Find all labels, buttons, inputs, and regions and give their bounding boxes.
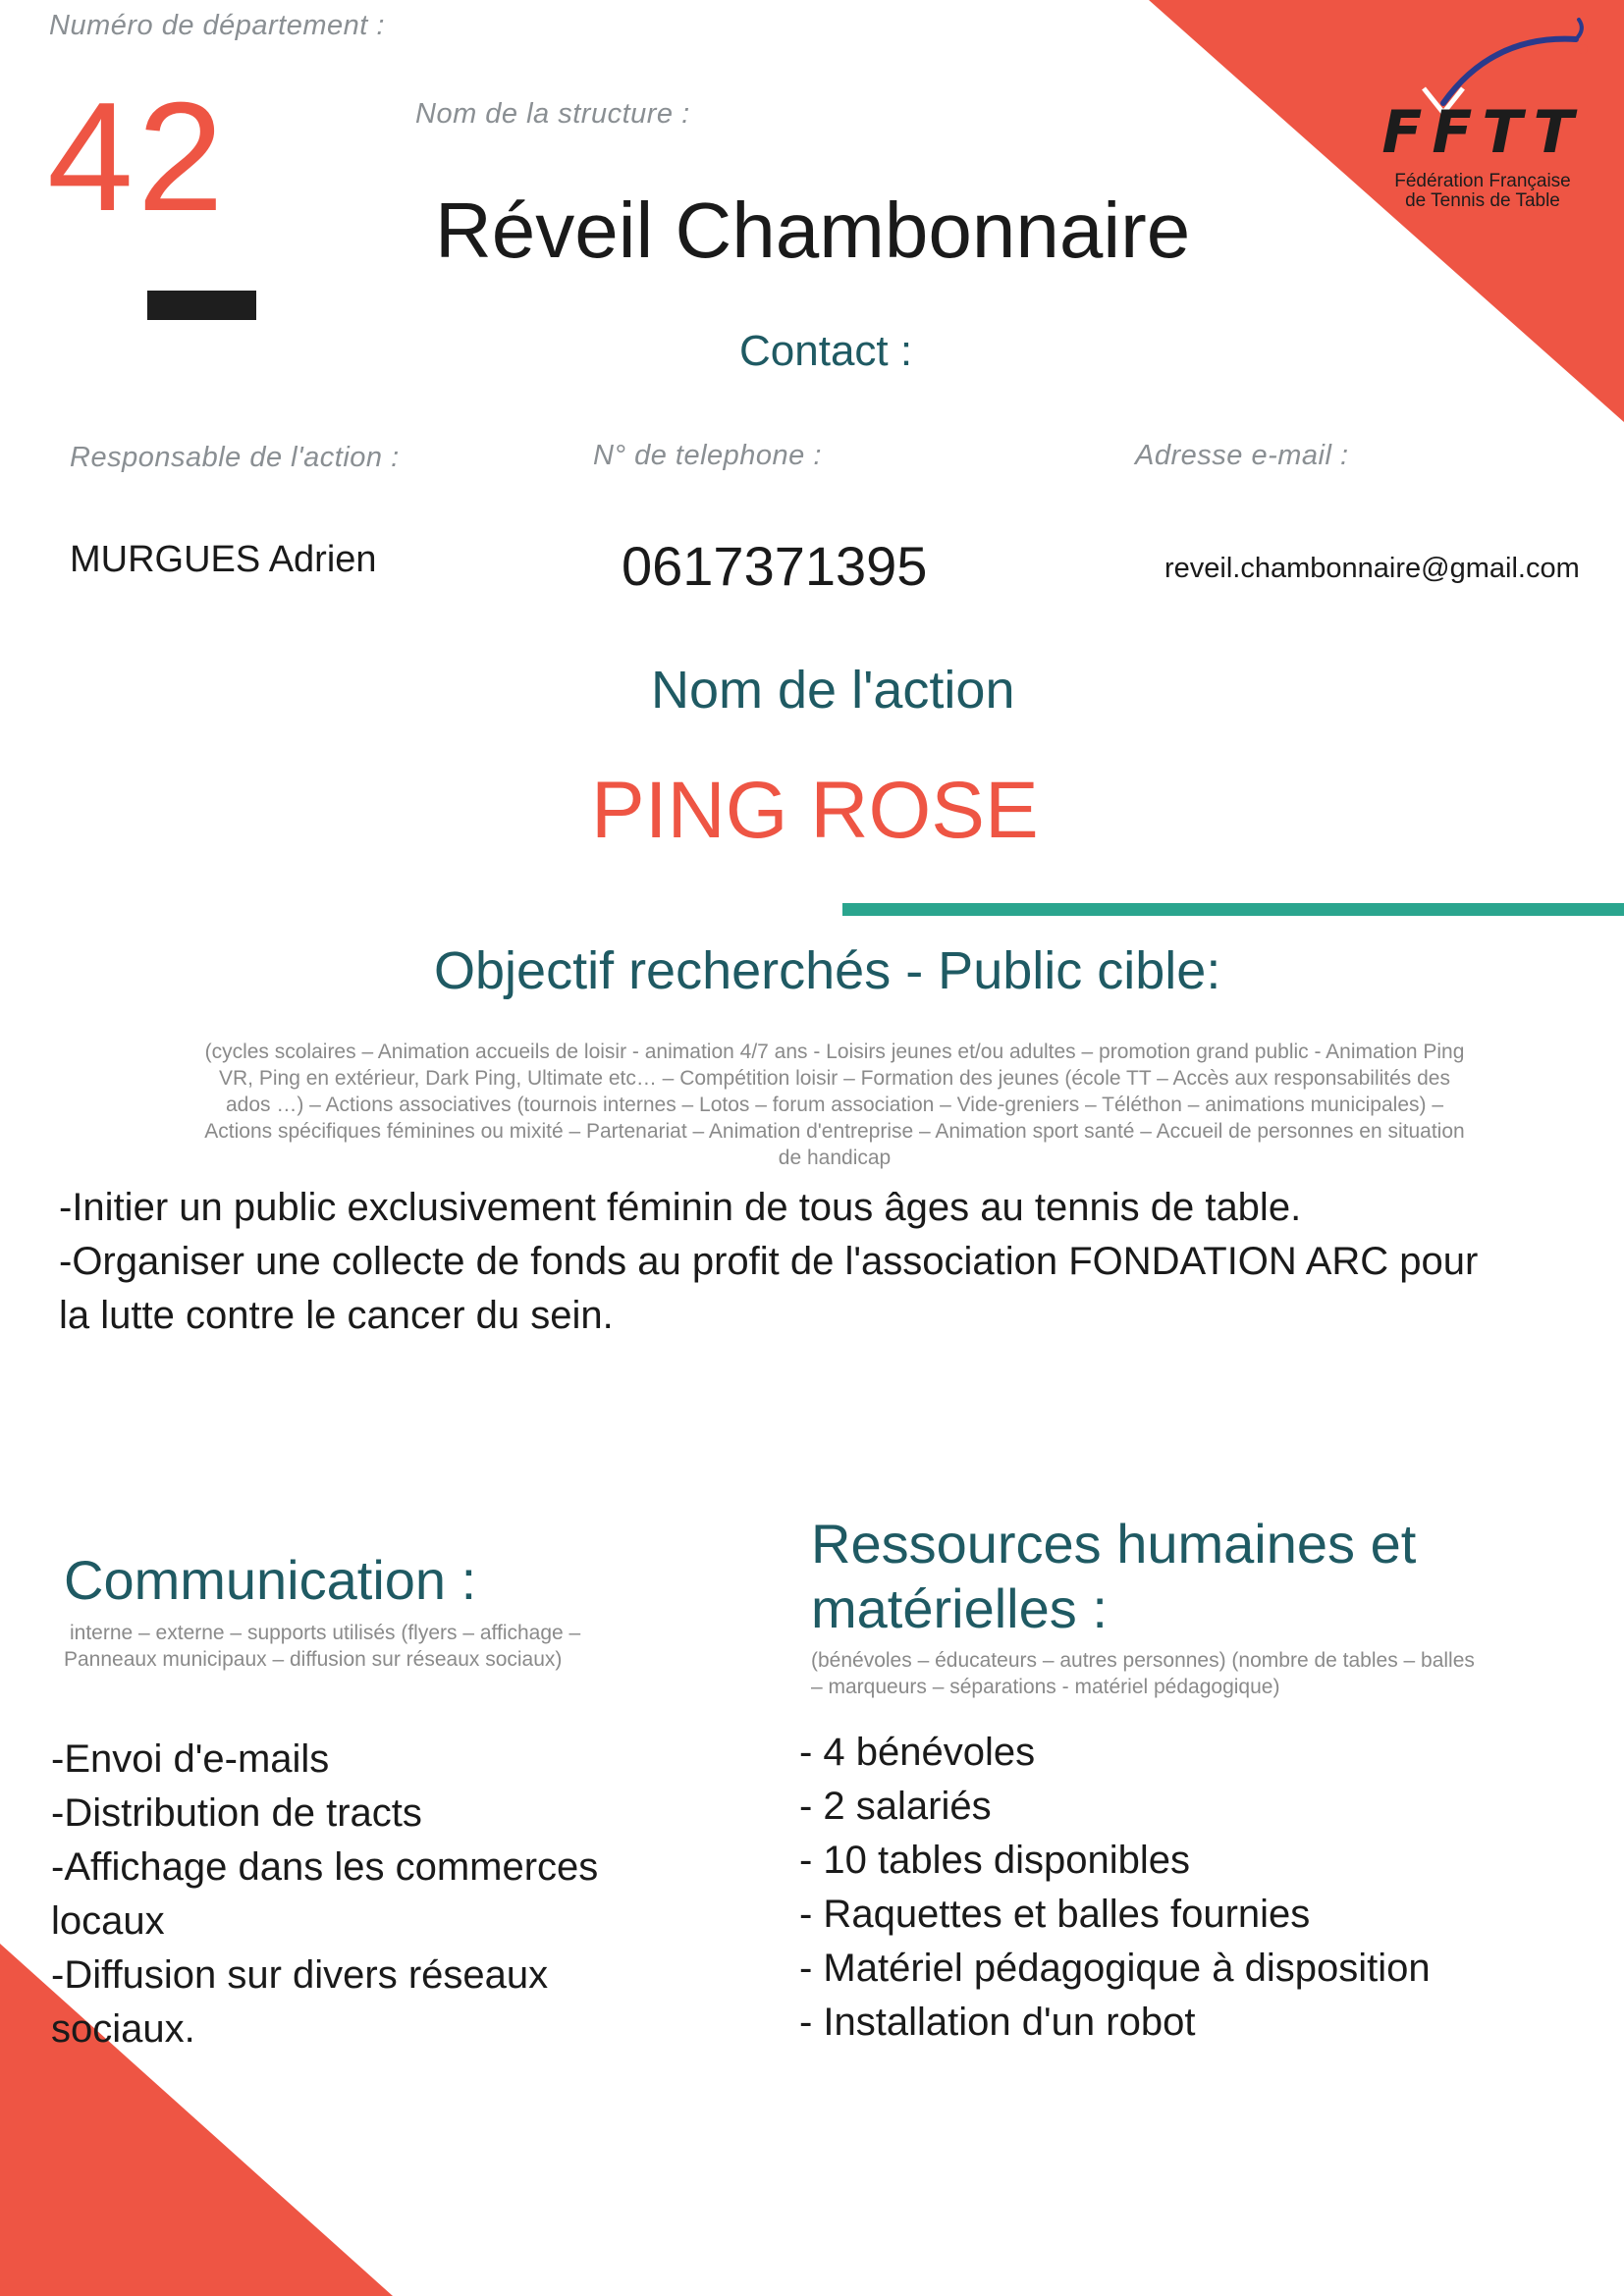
- objectives-line: -Organiser une collecte de fonds au profit de l'association FONDATION ARC pour: [59, 1240, 1479, 1283]
- department-bar: [147, 291, 256, 320]
- communication-hint: [64, 1620, 653, 1673]
- objectives-hint-line: VR, Ping en extérieur, Dark Ping, Ultimate etc… – Compétition loisir – Formation des jeunes (école TT – Accès aux responsabilités des: [219, 1067, 1450, 1090]
- resources-list: [799, 1726, 1604, 2050]
- resources-item: - 10 tables disponibles: [799, 1839, 1191, 1882]
- responsable-value: MURGUES Adrien: [70, 539, 377, 580]
- action-label: Nom de l'action: [651, 661, 1015, 720]
- responsable-label: Responsable de l'action :: [70, 442, 400, 473]
- communication-hint-line: Panneaux municipaux – diffusion sur réseaux sociaux): [64, 1648, 563, 1671]
- resources-heading: [811, 1512, 1416, 1641]
- objectives-hint-line: Actions spécifiques féminines ou mixité – Partenariat – Animation d'entreprise – Animation sport santé – Accueil de personnes en situation: [204, 1120, 1465, 1143]
- resources-item: - 2 salariés: [799, 1785, 992, 1828]
- section-divider: [842, 903, 1624, 916]
- email-label: Adresse e-mail :: [1135, 440, 1349, 471]
- communication-item: -Affichage dans les commerces: [51, 1845, 599, 1889]
- phone-value: 0617371395: [622, 535, 928, 597]
- objectives-line: la lutte contre le cancer du sein.: [59, 1294, 614, 1337]
- resources-item: - 4 bénévoles: [799, 1731, 1036, 1774]
- communication-hint-line: interne – externe – supports utilisés (flyers – affichage –: [70, 1622, 581, 1644]
- communication-item: -Envoi d'e-mails: [51, 1737, 330, 1781]
- logo-line-1: Fédération Française: [1394, 171, 1571, 191]
- resources-heading-line: Ressources humaines et: [811, 1513, 1417, 1575]
- objectives-heading: Objectif recherchés - Public cible:: [434, 941, 1221, 1000]
- resources-item: - Raquettes et balles fournies: [799, 1893, 1311, 1936]
- communication-list: [51, 1733, 738, 2056]
- action-name: PING ROSE: [591, 766, 1039, 855]
- resources-item: - Installation d'un robot: [799, 2001, 1196, 2044]
- contact-heading: Contact :: [739, 327, 913, 375]
- department-number: 42: [47, 71, 228, 243]
- objectives-line: -Initier un public exclusivement féminin de tous âges au tennis de table.: [59, 1186, 1302, 1229]
- objectives-hint-line: (cycles scolaires – Animation accueils de loisir - animation 4/7 ans - Loisirs jeunes et/ou adultes – promotion grand public - Animation Ping: [204, 1041, 1465, 1063]
- structure-name: Réveil Chambonnaire: [435, 187, 1191, 274]
- objectives-hint: [147, 1039, 1522, 1171]
- resources-hint-line: (bénévoles – éducateurs – autres personnes) (nombre de tables – balles: [811, 1649, 1475, 1672]
- structure-label: Nom de la structure :: [415, 98, 690, 130]
- objectives-hint-line: de handicap: [778, 1147, 892, 1169]
- resources-hint-line: – marqueurs – séparations - matériel pédagogique): [811, 1676, 1280, 1698]
- logo-acronym: FFTT: [1381, 98, 1584, 167]
- communication-item: -Distribution de tracts: [51, 1791, 422, 1835]
- department-label: Numéro de département :: [49, 10, 385, 41]
- objectives-hint-line: ados …) – Actions associatives (tournois internes – Lotos – forum association – Vide-greniers – Téléthon – animations municipales) –: [225, 1094, 1444, 1116]
- logo-line-2: de Tennis de Table: [1405, 190, 1560, 211]
- communication-item: sociaux.: [51, 2007, 195, 2051]
- phone-label: N° de telephone :: [593, 440, 822, 471]
- resources-item: - Matériel pédagogique à disposition: [799, 1947, 1431, 1990]
- communication-heading: Communication :: [64, 1549, 477, 1611]
- email-value: reveil.chambonnaire@gmail.com: [1164, 553, 1580, 584]
- communication-item: -Diffusion sur divers réseaux: [51, 1953, 549, 1997]
- fftt-logo: [1365, 10, 1600, 211]
- resources-heading-line: matérielles :: [811, 1577, 1108, 1639]
- objectives-text: [59, 1181, 1591, 1343]
- resources-hint: [811, 1647, 1597, 1700]
- communication-item: locaux: [51, 1899, 165, 1943]
